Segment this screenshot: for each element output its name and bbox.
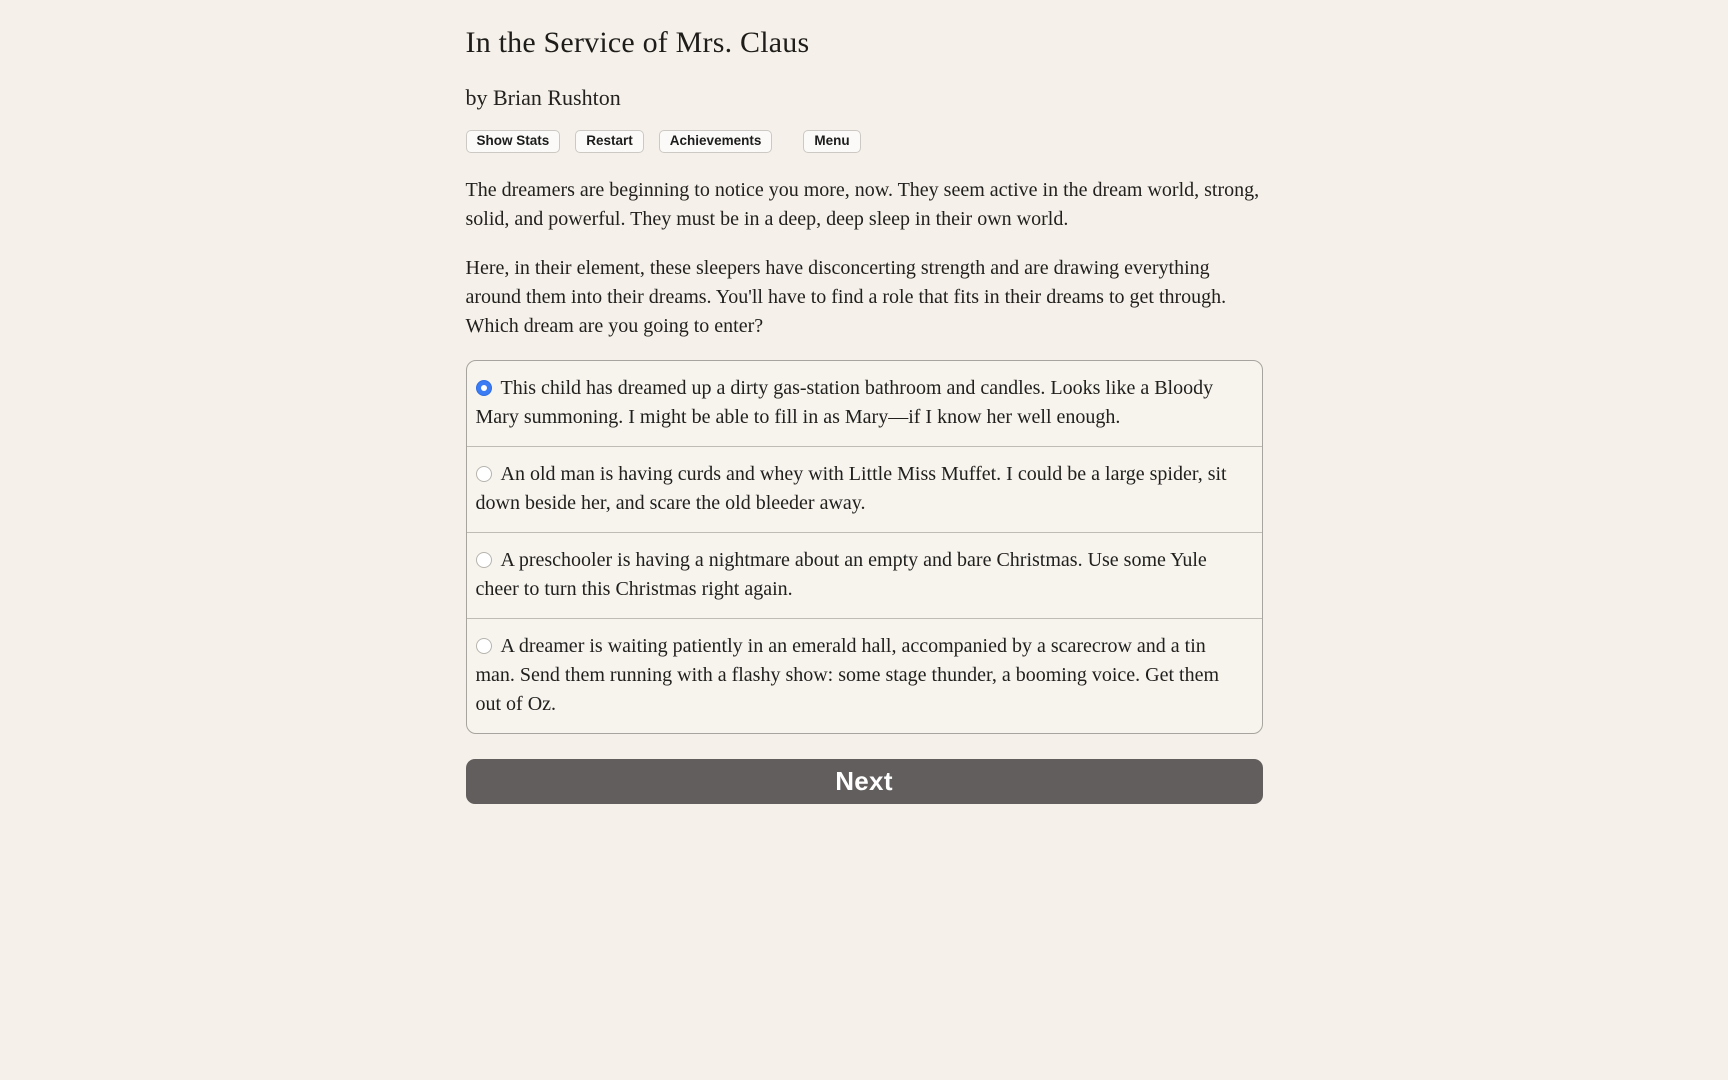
show-stats-button[interactable]: Show Stats — [466, 130, 561, 153]
radio-unselected-icon[interactable] — [476, 466, 492, 482]
achievements-button[interactable]: Achievements — [659, 130, 773, 153]
choice-option-label: A preschooler is having a nightmare about an empty and bare Christmas. Use some Yule cheer to turn this Christmas right again. — [475, 549, 1207, 600]
choice-option-label: This child has dreamed up a dirty gas-station bathroom and candles. Looks like a Bloody Mary summoning. I might be able to fill in as Mary—if I know her well enough. — [475, 377, 1214, 428]
choice-group — [466, 360, 1263, 734]
restart-button[interactable]: Restart — [575, 130, 644, 153]
next-button[interactable]: Next — [466, 759, 1263, 804]
story-paragraph: The dreamers are beginning to notice you more, now. They seem active in the dream world, strong, solid, and powerful. They must be in a deep, deep sleep in their own world. — [465, 179, 1260, 230]
toolbar — [466, 130, 1263, 153]
choice-option-label: An old man is having curds and whey with Little Miss Muffet. I could be a large spider, sit down beside her, and scare the old bleeder away. — [475, 463, 1227, 514]
story-paragraph: Here, in their element, these sleepers have disconcerting strength and are drawing everything around them into their dreams. You'll have to find a role that fits in their dreams to get through. Which dream are you going to enter? — [465, 257, 1227, 337]
author-byline: by Brian Rushton — [465, 85, 621, 110]
menu-button[interactable]: Menu — [803, 130, 860, 153]
radio-selected-icon[interactable] — [476, 380, 492, 396]
choice-option-2[interactable] — [467, 446, 1262, 532]
choice-option-3[interactable] — [467, 532, 1262, 618]
choice-option-4[interactable] — [467, 618, 1262, 733]
page-title: In the Service of Mrs. Claus — [465, 26, 810, 59]
content-column — [466, 26, 1263, 804]
radio-unselected-icon[interactable] — [476, 552, 492, 568]
choice-option-label: A dreamer is waiting patiently in an emerald hall, accompanied by a scarecrow and a tin man. Send them running with a flashy show: some stage thunder, a booming voice. Get them out of Oz. — [475, 635, 1220, 715]
radio-unselected-icon[interactable] — [476, 638, 492, 654]
choice-option-1[interactable] — [467, 361, 1262, 446]
